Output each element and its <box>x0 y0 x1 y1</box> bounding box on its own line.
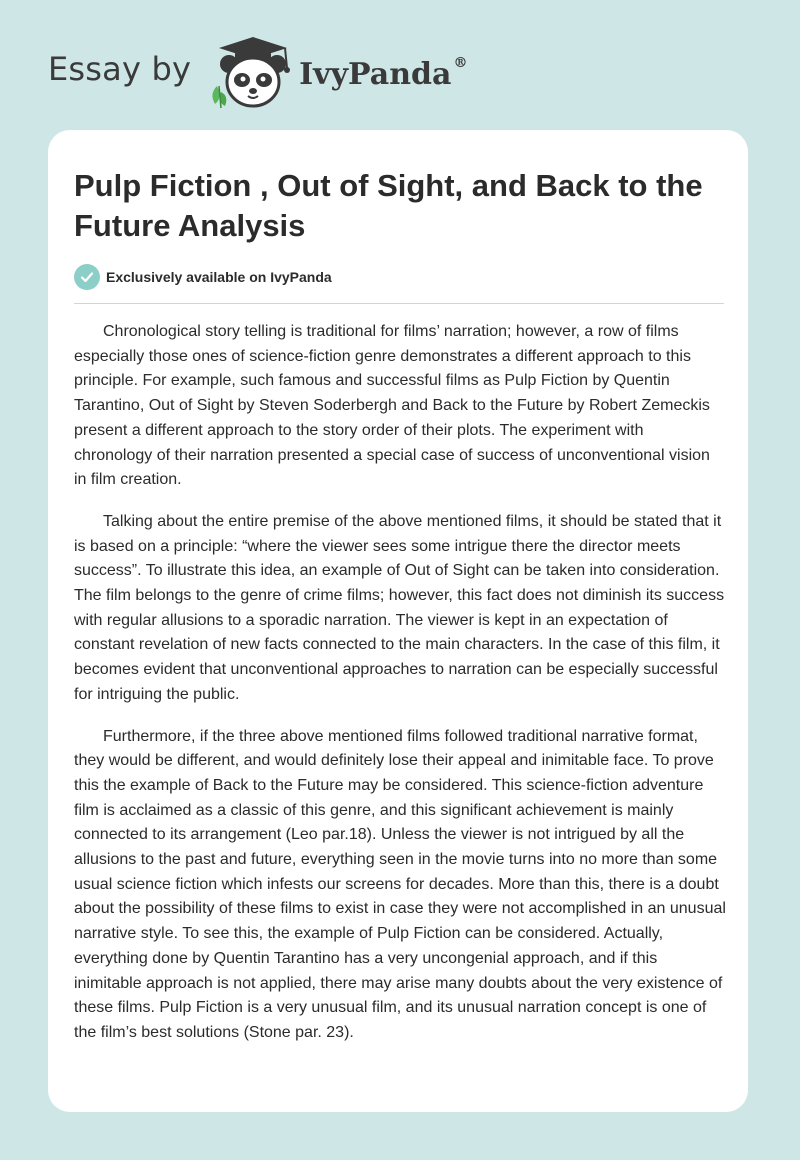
paragraph: Chronological story telling is traditional for films’ narration; however, a row of films especially those ones of science-fiction genre demonstrates a different approach to this principle. For example, such famous and successful films as Pulp Fiction by Quentin Tarantino, Out of Sight by Steven Soderbergh and Back to the Future by Robert Zemeckis present a different approach to the story order of their plots. The experiment with chronology of their narration presented a special case of success of unconventional vision in film creation. <box>74 323 710 489</box>
paragraph: Talking about the entire premise of the above mentioned films, it should be stated that it is based on a principle: “where the viewer sees some intrigue there the director meets success”. To illustrate this idea, an example of Out of Sight can be taken into consideration. The film belongs to the genre of crime films; however, this fact does not diminish its success with regular allusions to a sporadic narration. The viewer is kept in an expectation of constant revelation of new facts connected to the main characters. In the case of this film, it becomes evident that unconventional approaches to narration can be especially successful for intriguing the public. <box>74 512 725 703</box>
trademark-symbol: ® <box>453 54 468 71</box>
page-title: Pulp Fiction , Out of Sight, and Back to the Future Analysis <box>74 168 703 243</box>
site-header <box>48 34 467 110</box>
article-card <box>48 130 748 1112</box>
exclusive-badge <box>74 264 332 290</box>
article-body <box>74 320 726 1063</box>
brand-name[interactable]: IvyPanda ® <box>299 54 468 92</box>
essay-by-label: Essay by <box>48 50 192 88</box>
paragraph: Furthermore, if the three above mentioned films followed traditional narrative format, they would be different, and would definitely lose their appeal and inimitable face. To prove this the example of Back to the Future may be considered. This science-fiction adventure film is acclaimed as a classic of this genre, and this significant achievement is mainly connected to its arrangement (Leo par.18). Unless the viewer is not intrigued by all the allusions to the past and future, everything seen in the movie turns into no more than some usual science fiction which infests our screens for decades. More than this, there is a doubt about the possibility of these films to exist in case they were not accomplished in an unusual narrative style. To see this, the example of Pulp Fiction can be considered. Actually, everything done by Quentin Tarantino has a very uncongenial approach, and if this inimitable approach is not applied, there may arise many doubts about the very existence of these films. Pulp Fiction is a very unusual film, and its unusual narration concept is one of the film’s best solutions (Stone par. 23). <box>74 727 726 1041</box>
check-icon <box>74 264 100 290</box>
exclusive-label: Exclusively available on IvyPanda <box>106 269 332 285</box>
panda-logo-icon[interactable] <box>205 34 297 110</box>
divider <box>74 303 724 304</box>
